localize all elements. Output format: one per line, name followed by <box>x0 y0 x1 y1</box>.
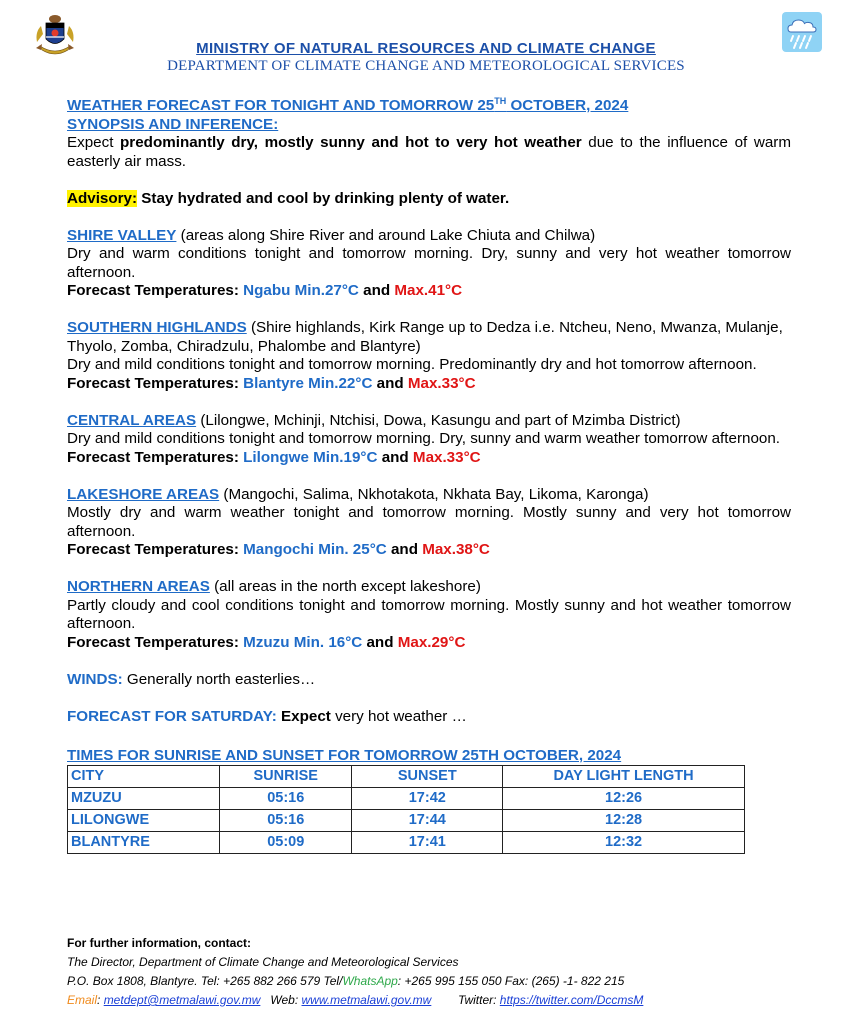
table-cell: 17:44 <box>352 810 503 832</box>
whatsapp-label: WhatsApp <box>342 974 398 988</box>
table-row <box>68 810 745 832</box>
website-link[interactable]: www.metmalawi.gov.mw <box>301 993 432 1007</box>
forecast-temp-label: Forecast Temperatures: <box>67 448 244 466</box>
region-section <box>67 227 791 301</box>
email-colon: : <box>97 993 104 1007</box>
title-text: WEATHER FORECAST FOR TONIGHT AND TOMORROW 25 <box>67 97 495 115</box>
web-label: Web: <box>260 993 302 1007</box>
email-label: Email <box>67 993 98 1007</box>
region-name: LAKESHORE AREAS <box>67 485 220 503</box>
sun-times-table <box>67 765 745 854</box>
region-section <box>67 486 791 560</box>
table-header-cell: DAY LIGHT LENGTH <box>503 766 745 788</box>
region-description: Dry and warm conditions tonight and tomorrow morning. Dry, sunny and very hot weather tomorrow afternoon. <box>67 245 791 281</box>
min-temperature: Ngabu Min.27°C <box>243 282 359 300</box>
region-description: Dry and mild conditions tonight and tomorrow morning. Predominantly dry and hot tomorrow afternoon. <box>67 356 757 374</box>
table-header-cell: SUNRISE <box>220 766 352 788</box>
max-temperature: Max.33°C <box>407 374 476 392</box>
twitter-link[interactable]: https://twitter.com/DccmsM <box>499 993 644 1007</box>
region-temperatures <box>67 541 791 560</box>
region-name: NORTHERN AREAS <box>67 578 210 596</box>
region-name: SHIRE VALLEY <box>67 226 177 244</box>
max-temperature: Max.29°C <box>397 633 466 651</box>
advisory <box>67 190 791 209</box>
title-superscript: TH <box>494 96 507 106</box>
table-cell: BLANTYRE <box>68 832 220 854</box>
winds <box>67 671 791 690</box>
table-cell: MZUZU <box>68 788 220 810</box>
and-text: and <box>372 374 408 392</box>
table-row <box>68 832 745 854</box>
max-temperature: Max.33°C <box>412 448 481 466</box>
contact-phone-fax: : +265 995 155 050 Fax: (265) -1- 822 215 <box>397 974 625 988</box>
synopsis-heading: SYNOPSIS AND INFERENCE: <box>67 115 279 133</box>
table-row <box>68 788 745 810</box>
table-cell: 12:28 <box>503 810 745 832</box>
forecast-temp-label: Forecast Temperatures: <box>67 541 244 559</box>
contact-director: The Director, Department of Climate Change and Meteorological Services <box>67 955 459 969</box>
region-section <box>67 319 791 393</box>
region-areas: (areas along Shire River and around Lake Chiuta and Chilwa) <box>176 226 596 244</box>
table-cell: 05:16 <box>220 788 352 810</box>
region-name: CENTRAL AREAS <box>67 411 197 429</box>
email-link[interactable]: metdept@metmalawi.gov.mw <box>103 993 261 1007</box>
min-temperature: Mangochi Min. 25°C <box>243 541 387 559</box>
contact-address: P.O. Box 1808, Blantyre. Tel: +265 882 266 579 Tel/ <box>67 974 343 988</box>
and-text: and <box>386 541 423 559</box>
region-header <box>67 578 791 597</box>
contact-heading: For further information, contact: <box>67 936 251 950</box>
min-temperature: Blantyre Min.22°C <box>243 374 373 392</box>
and-text: and <box>358 282 395 300</box>
region-temperatures <box>67 634 791 653</box>
region-areas: (all areas in the north except lakeshore) <box>209 578 481 596</box>
max-temperature: Max.38°C <box>422 541 490 559</box>
region-areas: (Mangochi, Salima, Nkhotakota, Nkhata Bay, Likoma, Karonga) <box>219 485 649 503</box>
region-description: Dry and mild conditions tonight and tomorrow morning. Dry, sunny and warm weather tomorrow afternoon. <box>67 430 781 448</box>
region-header <box>67 486 791 505</box>
forecast-title <box>67 92 791 116</box>
ministry-heading: MINISTRY OF NATURAL RESOURCES AND CLIMATE CHANGE <box>196 40 656 57</box>
region-areas: (Shire highlands, Kirk Range up to Dedza i.e. Ntcheu, Neno, Mwanza, Mulanje, Thyolo, Zomba, Chiradzulu, Phalombe and Blantyre) <box>67 319 783 355</box>
table-cell: 05:09 <box>220 832 352 854</box>
synopsis-text <box>67 134 791 171</box>
region-temperatures <box>67 449 791 468</box>
title-date: OCTOBER, 2024 <box>506 97 629 115</box>
max-temperature: Max.41°C <box>394 282 463 300</box>
forecast-body <box>67 92 791 854</box>
winds-label: WINDS: <box>67 670 123 688</box>
sun-table-heading: TIMES FOR SUNRISE AND SUNSET FOR TOMORROW 25TH OCTOBER, 2024 <box>67 746 622 764</box>
region-header <box>67 412 791 431</box>
synopsis-pre: Expect <box>67 134 121 152</box>
region-temperatures <box>67 375 791 394</box>
table-cell: 17:41 <box>352 832 503 854</box>
region-header <box>67 319 791 356</box>
saturday-text: very hot weather … <box>330 707 467 725</box>
synopsis-bold: predominantly dry, mostly sunny and hot to very hot weather <box>120 134 582 152</box>
contact-phone-line <box>67 972 791 991</box>
table-cell: 12:26 <box>503 788 745 810</box>
table-cell: LILONGWE <box>68 810 220 832</box>
advisory-label: Advisory: <box>67 189 138 207</box>
and-text: and <box>362 633 398 651</box>
forecast-temp-label: Forecast Temperatures: <box>67 633 244 651</box>
table-cell: 17:42 <box>352 788 503 810</box>
contact-footer <box>67 934 791 1010</box>
table-header-cell: CITY <box>68 766 220 788</box>
department-heading: DEPARTMENT OF CLIMATE CHANGE AND METEOROLOGICAL SERVICES <box>167 58 685 74</box>
forecast-temp-label: Forecast Temperatures: <box>67 374 244 392</box>
forecast-temp-label: Forecast Temperatures: <box>67 282 244 300</box>
saturday-label: FORECAST FOR SATURDAY <box>67 707 272 725</box>
saturday-expect: Expect <box>276 707 331 725</box>
contact-links <box>67 991 791 1010</box>
winds-text: Generally north easterlies… <box>122 670 316 688</box>
saturday-colon: : <box>271 707 277 725</box>
region-temperatures <box>67 282 791 301</box>
table-cell: 05:16 <box>220 810 352 832</box>
region-section <box>67 412 791 468</box>
region-description: Mostly dry and warm weather tonight and tomorrow morning. Mostly sunny and very hot tomorrow afternoon. <box>67 504 791 540</box>
min-temperature: Lilongwe Min.19°C <box>243 448 378 466</box>
region-description: Partly cloudy and cool conditions tonight and tomorrow morning. Mostly sunny and hot weather tomorrow afternoon. <box>67 596 791 633</box>
region-header <box>67 227 791 246</box>
region-section <box>67 578 791 652</box>
twitter-label: Twitter: <box>431 993 500 1007</box>
saturday-forecast <box>67 708 791 727</box>
regions-list <box>67 227 791 653</box>
table-cell: 12:32 <box>503 832 745 854</box>
min-temperature: Mzuzu Min. 16°C <box>243 633 363 651</box>
region-areas: (Lilongwe, Mchinji, Ntchisi, Dowa, Kasungu and part of Mzimba District) <box>196 411 681 429</box>
synopsis-post: due to the influence of warm easterly air mass. <box>67 134 791 170</box>
table-header-cell: SUNSET <box>352 766 503 788</box>
region-name: SOUTHERN HIGHLANDS <box>67 319 247 337</box>
advisory-text: Stay hydrated and cool by drinking plenty of water. <box>137 189 510 207</box>
and-text: and <box>377 448 413 466</box>
